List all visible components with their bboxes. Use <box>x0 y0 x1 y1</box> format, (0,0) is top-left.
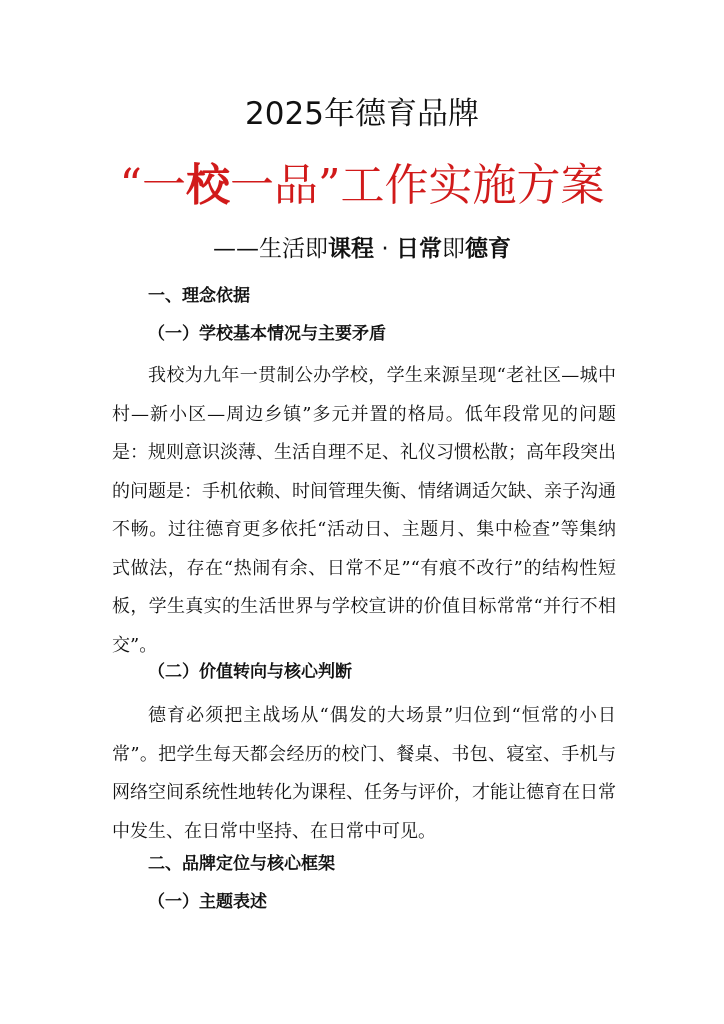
title-open-quote: “ <box>119 160 142 211</box>
subtitle-dash-part: ——生活即 <box>213 236 329 262</box>
subtitle-bold-2: 日常 <box>395 235 442 262</box>
section-2-sub-1-heading: （一）主题表述 <box>148 892 267 912</box>
title-close-quote: ” <box>318 160 341 211</box>
title-part-1: 一 <box>142 160 186 211</box>
document-subtitle <box>0 232 724 266</box>
subtitle-mid2: 即 <box>441 236 465 262</box>
subtitle-bold-1: 课程 <box>328 235 375 262</box>
document-title-year: 2025年德育品牌 <box>245 96 479 132</box>
section-1-sub-1-heading: （一）学校基本情况与主要矛盾 <box>148 324 386 344</box>
title-part-2: 校 <box>186 160 230 211</box>
section-2-heading: 二、品牌定位与核心框架 <box>148 854 335 874</box>
section-1-sub-2-paragraph: 德育必须把主战场从“偶发的大场景”归位到“恒常的小日常”。把学生每天都会经历的校门、餐桌、书包、寝室、手机与网络空间系统性地转化为课程、任务与评价，才能让德育在日常中发生、在日常中坚持、在日常中可见。 <box>112 705 616 842</box>
document-main-title <box>0 158 724 214</box>
subtitle-middle: · <box>374 236 396 262</box>
section-1-sub-1-paragraph: 我校为九年一贯制公办学校，学生来源呈现“老社区—城中村—新小区—周边乡镇”多元并置的格局。低年段常见的问题是：规则意识淡薄、生活自理不足、礼仪习惯松散；高年段突出的问题是：手机依赖、时间管理失衡、情绪调适欠缺、亲子沟通不畅。过往德育更多依托“活动日、主题月、集中检查”等集纳式做法，存在“热闹有余、日常不足”“有痕不改行”的结构性短板，学生真实的生活世界与学校宣讲的价值目标常常“并行不相交”。 <box>112 365 616 656</box>
subtitle-bold-3: 德育 <box>464 235 511 262</box>
section-1-sub-2-heading: （二）价值转向与核心判断 <box>148 662 352 682</box>
title-rest: 工作实施方案 <box>340 160 605 211</box>
section-1-heading: 一、理念依据 <box>148 286 250 306</box>
title-part-3: 一品 <box>230 160 318 211</box>
